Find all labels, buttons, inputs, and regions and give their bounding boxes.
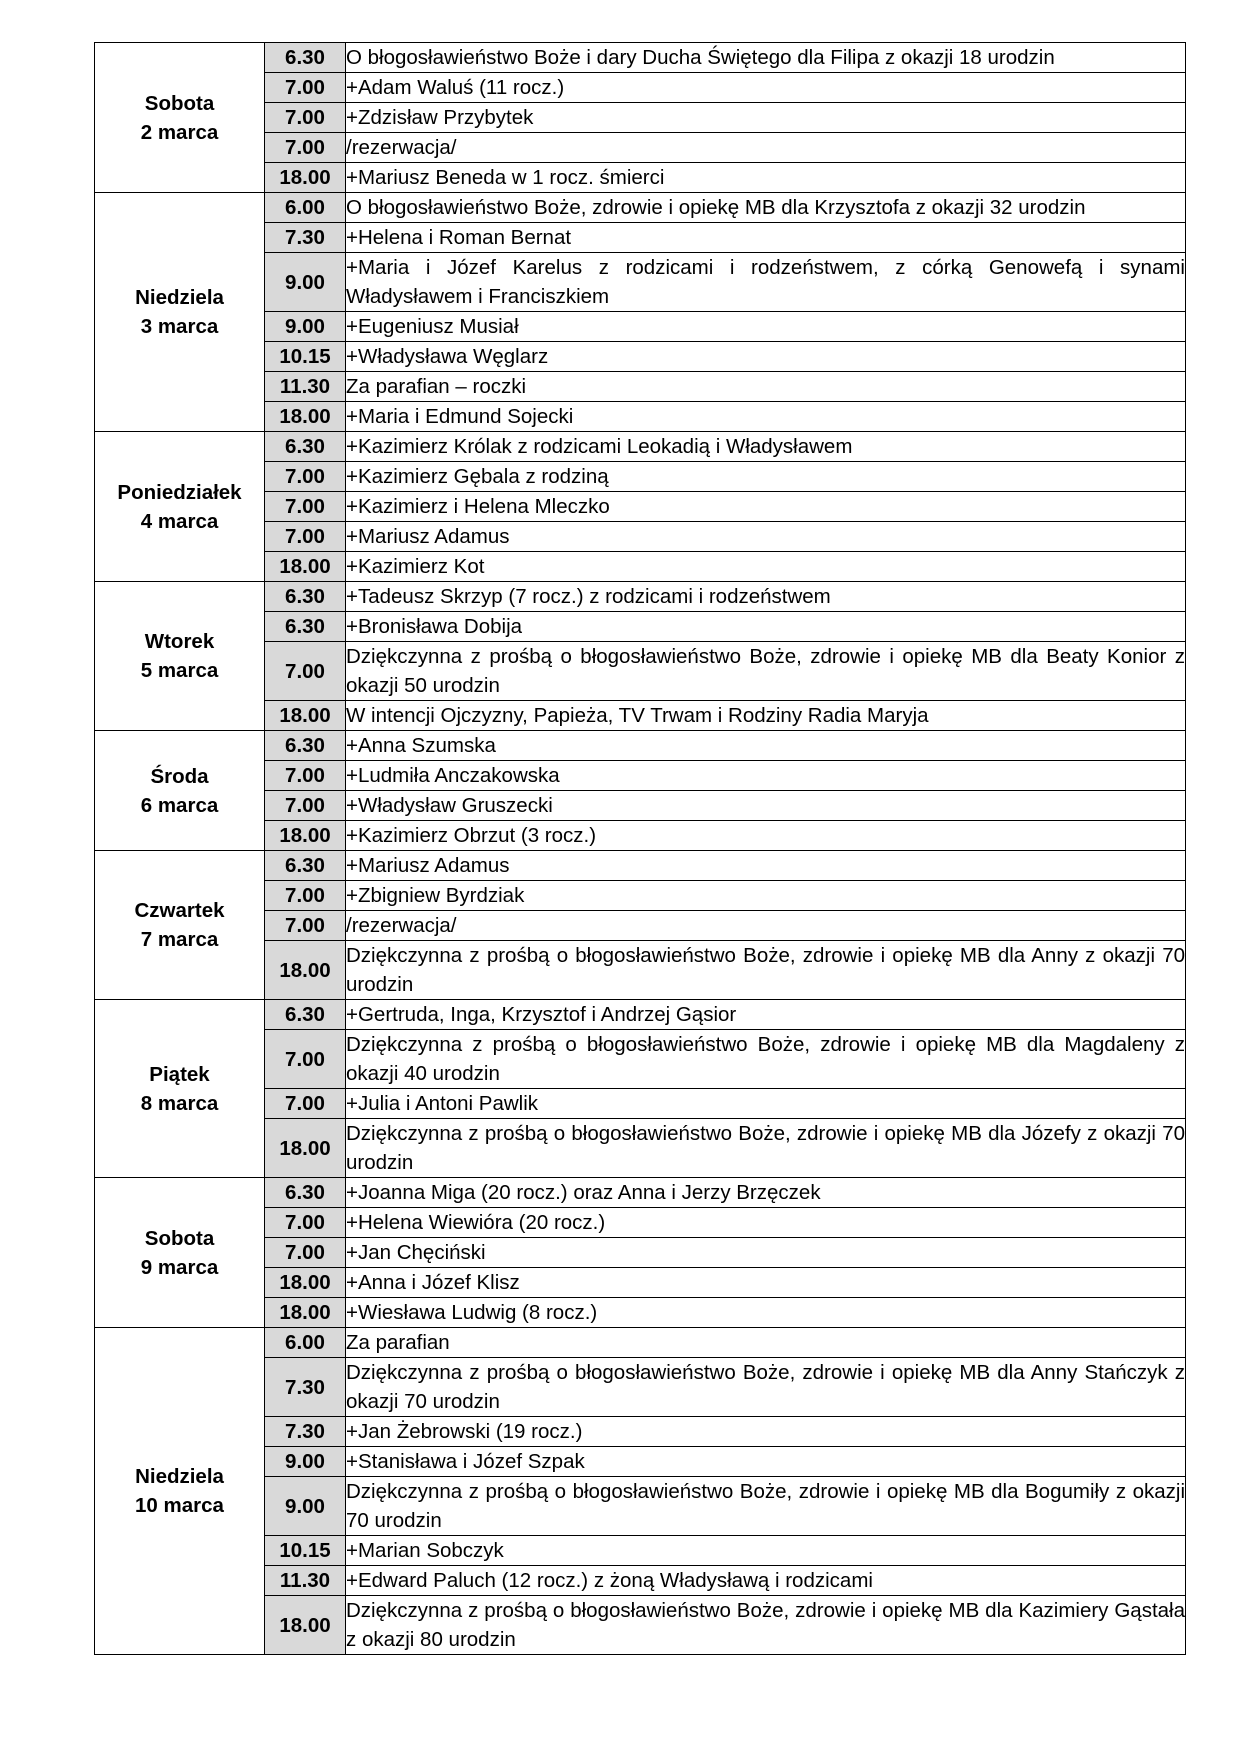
mass-intention: +Joanna Miga (20 rocz.) oraz Anna i Jerzy Brzęczek xyxy=(346,1178,1186,1208)
day-name: Piątek xyxy=(149,1062,210,1086)
mass-time: 9.00 xyxy=(265,1447,346,1477)
day-date: 5 marca xyxy=(140,659,219,682)
mass-intention: +Kazimierz Obrzut (3 rocz.) xyxy=(346,821,1186,851)
mass-time: 7.00 xyxy=(265,492,346,522)
mass-time: 18.00 xyxy=(265,552,346,582)
mass-intention: +Gertruda, Inga, Krzysztof i Andrzej Gąsior xyxy=(346,1000,1186,1030)
day-date: 8 marca xyxy=(140,1091,219,1115)
mass-time: 18.00 xyxy=(265,1268,346,1298)
mass-time: 7.00 xyxy=(265,133,346,163)
mass-intention: Za parafian – roczki xyxy=(346,372,1186,402)
day-date: 4 marca xyxy=(140,509,219,533)
day-cell xyxy=(95,582,265,731)
mass-intention: Dziękczynna z prośbą o błogosławieństwo Boże, zdrowie i opiekę MB dla Anny z okazji 70 urodzin xyxy=(346,941,1186,1000)
day-name: Poniedziałek xyxy=(117,480,242,504)
mass-row xyxy=(95,1178,1186,1208)
mass-time: 18.00 xyxy=(265,701,346,731)
mass-time: 7.00 xyxy=(265,462,346,492)
mass-intention: +Wiesława Ludwig (8 rocz.) xyxy=(346,1298,1186,1328)
mass-schedule-body xyxy=(95,43,1186,1655)
mass-time: 7.00 xyxy=(265,911,346,941)
mass-time: 7.00 xyxy=(265,791,346,821)
day-name: Sobota xyxy=(144,91,215,115)
mass-intention: +Maria i Józef Karelus z rodzicami i rodzeństwem, z córką Genowefą i synami Władysławem i Franciszkiem xyxy=(346,253,1186,312)
mass-intention: +Mariusz Adamus xyxy=(346,522,1186,552)
day-name: Czwartek xyxy=(134,899,225,922)
mass-intention: +Kazimierz Gębala z rodziną xyxy=(346,462,1186,492)
mass-time: 7.00 xyxy=(265,881,346,911)
day-date: 3 marca xyxy=(140,315,219,338)
mass-intention: Dziękczynna z prośbą o błogosławieństwo Boże, zdrowie i opiekę MB dla Beaty Konior z okazji 50 urodzin xyxy=(346,642,1186,701)
mass-intention: +Anna Szumska xyxy=(346,731,1186,761)
mass-intention: Dziękczynna z prośbą o błogosławieństwo Boże, zdrowie i opiekę MB dla Magdaleny z okazji 40 urodzin xyxy=(346,1030,1186,1089)
day-cell xyxy=(95,731,265,851)
mass-time: 6.00 xyxy=(265,1328,346,1358)
mass-time: 7.30 xyxy=(265,1358,346,1417)
day-name: Sobota xyxy=(144,1226,215,1250)
mass-time: 7.00 xyxy=(265,1208,346,1238)
mass-time: 7.30 xyxy=(265,1417,346,1447)
mass-intention: Dziękczynna z prośbą o błogosławieństwo Boże, zdrowie i opiekę MB dla Kazimiery Gąstała z okazji 80 urodzin xyxy=(346,1596,1186,1655)
mass-time: 18.00 xyxy=(265,163,346,193)
mass-row xyxy=(95,43,1186,73)
mass-time: 10.15 xyxy=(265,1536,346,1566)
mass-intention: +Kazimierz Kot xyxy=(346,552,1186,582)
mass-time: 18.00 xyxy=(265,402,346,432)
mass-time: 9.00 xyxy=(265,312,346,342)
mass-row xyxy=(95,851,1186,881)
day-cell xyxy=(95,1328,265,1655)
mass-intention: Dziękczynna z prośbą o błogosławieństwo Boże, zdrowie i opiekę MB dla Anny Stańczyk z okazji 70 urodzin xyxy=(346,1358,1186,1417)
mass-time: 7.00 xyxy=(265,73,346,103)
mass-intention: O błogosławieństwo Boże i dary Ducha Świętego dla Filipa z okazji 18 urodzin xyxy=(346,43,1186,73)
mass-time: 6.30 xyxy=(265,612,346,642)
mass-time: 18.00 xyxy=(265,1298,346,1328)
mass-intention: +Helena i Roman Bernat xyxy=(346,223,1186,253)
mass-row xyxy=(95,582,1186,612)
mass-time: 18.00 xyxy=(265,821,346,851)
mass-intention: /rezerwacja/ xyxy=(346,133,1186,163)
day-date: 9 marca xyxy=(140,1255,219,1279)
mass-intention: +Edward Paluch (12 rocz.) z żoną Władysławą i rodzicami xyxy=(346,1566,1186,1596)
day-date: 7 marca xyxy=(140,928,219,951)
mass-intention: +Mariusz Adamus xyxy=(346,851,1186,881)
mass-intention: +Jan Żebrowski (19 rocz.) xyxy=(346,1417,1186,1447)
mass-time: 7.00 xyxy=(265,1030,346,1089)
mass-time: 7.00 xyxy=(265,522,346,552)
mass-time: 10.15 xyxy=(265,342,346,372)
day-cell xyxy=(95,432,265,582)
mass-intention: +Maria i Edmund Sojecki xyxy=(346,402,1186,432)
day-date: 6 marca xyxy=(140,793,219,817)
mass-intention: +Kazimierz i Helena Mleczko xyxy=(346,492,1186,522)
day-cell xyxy=(95,1000,265,1178)
mass-time: 6.30 xyxy=(265,43,346,73)
mass-time: 11.30 xyxy=(265,1566,346,1596)
mass-time: 9.00 xyxy=(265,253,346,312)
day-date: 2 marca xyxy=(140,120,219,144)
day-name: Wtorek xyxy=(144,630,215,653)
mass-intention: +Marian Sobczyk xyxy=(346,1536,1186,1566)
mass-intention: /rezerwacja/ xyxy=(346,911,1186,941)
mass-time: 7.00 xyxy=(265,761,346,791)
mass-intention: O błogosławieństwo Boże, zdrowie i opiekę MB dla Krzysztofa z okazji 32 urodzin xyxy=(346,193,1186,223)
mass-intention: +Mariusz Beneda w 1 rocz. śmierci xyxy=(346,163,1186,193)
mass-time: 6.30 xyxy=(265,851,346,881)
mass-time: 18.00 xyxy=(265,941,346,1000)
mass-row xyxy=(95,731,1186,761)
day-date: 10 marca xyxy=(135,1494,224,1517)
mass-intention: +Władysław Gruszecki xyxy=(346,791,1186,821)
mass-intention: +Kazimierz Królak z rodzicami Leokadią i Władysławem xyxy=(346,432,1186,462)
mass-intention: +Anna i Józef Klisz xyxy=(346,1268,1186,1298)
mass-time: 18.00 xyxy=(265,1119,346,1178)
mass-time: 6.00 xyxy=(265,193,346,223)
day-name: Niedziela xyxy=(135,1465,224,1488)
mass-time: 6.30 xyxy=(265,1000,346,1030)
mass-time: 6.30 xyxy=(265,731,346,761)
mass-time: 7.00 xyxy=(265,1089,346,1119)
mass-row xyxy=(95,1328,1186,1358)
mass-time: 9.00 xyxy=(265,1477,346,1536)
day-cell xyxy=(95,1178,265,1328)
mass-intention: +Władysława Węglarz xyxy=(346,342,1186,372)
day-name: Niedziela xyxy=(135,286,224,309)
mass-intention: +Helena Wiewióra (20 rocz.) xyxy=(346,1208,1186,1238)
mass-intention: +Zdzisław Przybytek xyxy=(346,103,1186,133)
mass-time: 18.00 xyxy=(265,1596,346,1655)
mass-time: 7.30 xyxy=(265,223,346,253)
day-cell xyxy=(95,851,265,1000)
mass-intention: +Eugeniusz Musiał xyxy=(346,312,1186,342)
day-cell xyxy=(95,43,265,193)
mass-intention: +Tadeusz Skrzyp (7 rocz.) z rodzicami i rodzeństwem xyxy=(346,582,1186,612)
mass-time: 7.00 xyxy=(265,103,346,133)
mass-intention: +Bronisława Dobija xyxy=(346,612,1186,642)
mass-time: 6.30 xyxy=(265,1178,346,1208)
mass-row xyxy=(95,432,1186,462)
mass-intention: +Adam Waluś (11 rocz.) xyxy=(346,73,1186,103)
day-name: Środa xyxy=(150,764,209,788)
mass-intention: Za parafian xyxy=(346,1328,1186,1358)
mass-intention: Dziękczynna z prośbą o błogosławieństwo Boże, zdrowie i opiekę MB dla Bogumiły z okazji 70 urodzin xyxy=(346,1477,1186,1536)
mass-intention: +Ludmiła Anczakowska xyxy=(346,761,1186,791)
mass-intention: +Zbigniew Byrdziak xyxy=(346,881,1186,911)
mass-intention: W intencji Ojczyzny, Papieża, TV Trwam i Rodziny Radia Maryja xyxy=(346,701,1186,731)
mass-row xyxy=(95,193,1186,223)
mass-time: 11.30 xyxy=(265,372,346,402)
mass-intention: +Jan Chęciński xyxy=(346,1238,1186,1268)
mass-time: 7.00 xyxy=(265,1238,346,1268)
mass-intention: Dziękczynna z prośbą o błogosławieństwo Boże, zdrowie i opiekę MB dla Józefy z okazji 70 urodzin xyxy=(346,1119,1186,1178)
mass-time: 6.30 xyxy=(265,432,346,462)
mass-time: 7.00 xyxy=(265,642,346,701)
mass-schedule-table xyxy=(94,42,1186,1655)
mass-row xyxy=(95,1000,1186,1030)
mass-intention: +Stanisława i Józef Szpak xyxy=(346,1447,1186,1477)
day-cell xyxy=(95,193,265,432)
mass-intention: +Julia i Antoni Pawlik xyxy=(346,1089,1186,1119)
mass-time: 6.30 xyxy=(265,582,346,612)
